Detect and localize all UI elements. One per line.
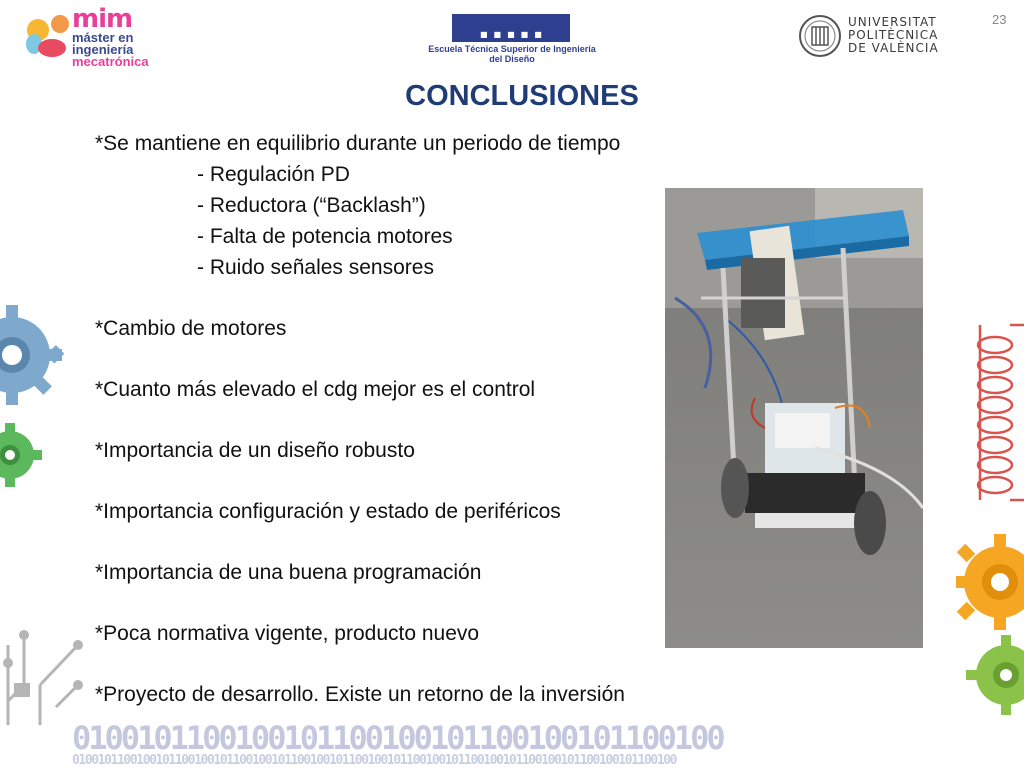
bullet-item: *Importancia de una buena programación xyxy=(95,561,482,584)
bullet-item: *Cambio de motores xyxy=(95,317,287,340)
upv-logo-line2: POLITÈCNICA xyxy=(848,28,939,42)
spacer xyxy=(95,649,715,679)
gears-right-icon xyxy=(956,530,1024,720)
binary-decoration-small: 0100101100100101100100101100100101100100101100100101100100101100100101100100101100100101100100 xyxy=(72,753,677,768)
mim-logo-line1: máster en xyxy=(72,30,134,45)
bullet-item: *Cuanto más elevado el cdg mejor es el control xyxy=(95,378,536,401)
robot-photo xyxy=(665,188,923,648)
mim-logo-line2: ingeniería xyxy=(72,42,134,57)
spacer xyxy=(95,466,715,496)
spacer xyxy=(95,405,715,435)
sub-bullet-item: - Regulación PD xyxy=(197,163,350,186)
gears-left-icon xyxy=(0,305,70,495)
sub-bullet-item: - Reductora (“Backlash”) xyxy=(197,194,426,217)
spacer xyxy=(95,283,715,313)
etsid-logo-text: Escuela Técnica Superior de Ingeniería del Diseño xyxy=(428,44,596,64)
sub-bullet-item: - Ruido señales sensores xyxy=(197,256,434,279)
slide-title: CONCLUSIONES xyxy=(405,80,639,112)
upv-logo-line1: UNIVERSITAT xyxy=(848,15,937,29)
bullet-item: *Proyecto de desarrollo. Existe un retorno de la inversión xyxy=(95,683,625,706)
page-number: 23 xyxy=(992,12,1007,27)
upv-seal-icon xyxy=(798,14,842,58)
mim-logo-line3: mecatrónica xyxy=(72,54,149,69)
etsid-logo-windows: ■■■■■ xyxy=(480,30,548,39)
bullet-item: *Importancia de un diseño robusto xyxy=(95,439,415,462)
spacer xyxy=(95,588,715,618)
sub-bullet-item: - Falta de potencia motores xyxy=(197,225,453,248)
spacer xyxy=(95,527,715,557)
coil-icon xyxy=(966,320,1024,510)
upv-logo-line3: DE VALÈNCIA xyxy=(848,41,939,55)
spacer xyxy=(95,344,715,374)
bullet-item: *Importancia configuración y estado de periféricos xyxy=(95,500,561,523)
circuit-lines-icon xyxy=(0,625,90,725)
conclusions-list xyxy=(95,128,715,710)
bullet-item: *Poca normativa vigente, producto nuevo xyxy=(95,622,480,645)
mim-logo-title: mim xyxy=(72,4,133,34)
binary-decoration-large: 0100101100100101100100101100100101100100 xyxy=(72,719,723,757)
bullet-item: *Se mantiene en equilibrio durante un periodo de tiempo xyxy=(95,132,621,155)
